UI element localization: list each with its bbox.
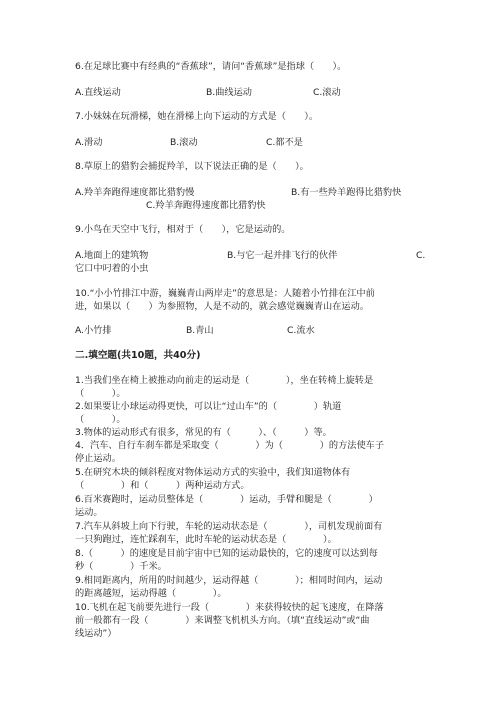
fill-line: 秒（ ）千米。: [75, 561, 167, 572]
fill-line: 停止运动。: [75, 453, 121, 464]
question-8-option-a[interactable]: A.羚羊奔跑得速度都比猎豹慢: [75, 187, 195, 198]
section-2-heading: 二.填空题(共10题，共40分): [75, 350, 201, 361]
fill-line: 的距离越短，运动得越（ ）。: [75, 588, 227, 599]
question-9-stem: 9.小鸟在天空中飞行，相对于（ ），它是运动的。: [75, 224, 291, 235]
question-10-option-a[interactable]: A.小竹排: [75, 325, 112, 336]
question-7-option-b[interactable]: B.滚动: [170, 137, 198, 148]
question-8-stem: 8.草原上的猎豹会捕捉羚羊，以下说法正确的是（ ）。: [75, 161, 309, 172]
fill-line: 线运动”）: [75, 628, 117, 639]
question-10-stem-line-1: 10.“小小竹排江中游，巍巍青山两岸走”的意思是：人随着小竹排在江中前: [75, 288, 375, 299]
question-9-option-a[interactable]: A.地面上的建筑物: [75, 250, 149, 261]
question-6-option-a[interactable]: A.直线运动: [75, 87, 121, 98]
fill-line: 3.物体的运动形式有很多，常见的有（ ）、（ ）等。: [75, 427, 332, 438]
question-8-option-c[interactable]: C.羚羊奔跑得速度都比猎豹快: [146, 200, 266, 211]
fill-line: 10.飞机在起飞前要先进行一段（ ）来获得较快的起飞速度，在降落: [75, 602, 384, 613]
fill-line: 一只狗跑过，连忙踩刹车，此时车轮的运动状态是（ ）。: [75, 534, 337, 545]
fill-line: （ ）。: [75, 388, 126, 399]
question-6-option-c[interactable]: C.滚动: [313, 87, 341, 98]
fill-line: （ ）和（ ）两种运动方式。: [75, 480, 250, 491]
question-7-option-a[interactable]: A.滑动: [75, 137, 103, 148]
fill-line: 9.相同距离内，所用的时间越少，运动得越（ ）；相同时间内，运动: [75, 575, 383, 586]
question-10-option-b[interactable]: B.青山: [186, 325, 214, 336]
fill-line: （ ）。: [75, 414, 126, 425]
question-7-stem: 7.小妹妹在玩滑梯，她在滑梯上向下运动的方式是（ ）。: [75, 111, 319, 122]
fill-line: 2.如果要让小球运动得更快，可以让“过山车”的（ ）轨道: [75, 401, 342, 412]
question-8-option-b[interactable]: B.有一些羚羊跑得比猎豹快: [291, 187, 402, 198]
question-9-option-c-continued[interactable]: 它口中叼着的小虫: [75, 263, 149, 274]
fill-line: 6.百米赛跑时，运动员整体是（ ）运动，手臂和腿是（ ）: [75, 494, 378, 505]
question-10-option-c[interactable]: C.流水: [287, 325, 315, 336]
fill-line: 运动。: [75, 507, 103, 518]
question-9-option-b[interactable]: B.与它一起并排飞行的伙伴: [227, 250, 338, 261]
question-10-stem-line-2: 进，如果以（ ）为参照物，人是不动的，就会感觉巍巍青山在运动。: [75, 301, 369, 312]
question-7-option-c[interactable]: C.都不是: [266, 137, 303, 148]
question-9-option-c[interactable]: C.: [416, 250, 426, 261]
question-6-stem: 6.在足球比赛中有经典的“香蕉球”，请问“香蕉球”是指球（ ）。: [75, 61, 347, 72]
fill-line: 7.汽车从斜坡上向下行驶，车轮的运动状态是（ ），司机发现前面有: [75, 521, 383, 532]
fill-line: 8.（ ）的速度是目前宇宙中已知的运动最快的，它的速度可以达到每: [75, 548, 378, 559]
fill-line: 1.当我们坐在椅上被推动向前走的运动是（ ），坐在转椅上旋转是: [75, 375, 374, 386]
fill-line: 5.在研究木块的倾斜程度对物体运动方式的实验中，我们知道物体有: [75, 467, 351, 478]
fill-line: 4．汽车、自行车刹车都是采取变（ ）为（ ）的方法使车子: [75, 440, 385, 451]
fill-line: 前一般都有一段（ ）来调整飞机机头方向。（填“直线运动”或“曲: [75, 615, 370, 626]
question-6-option-b[interactable]: B.曲线运动: [206, 87, 252, 98]
